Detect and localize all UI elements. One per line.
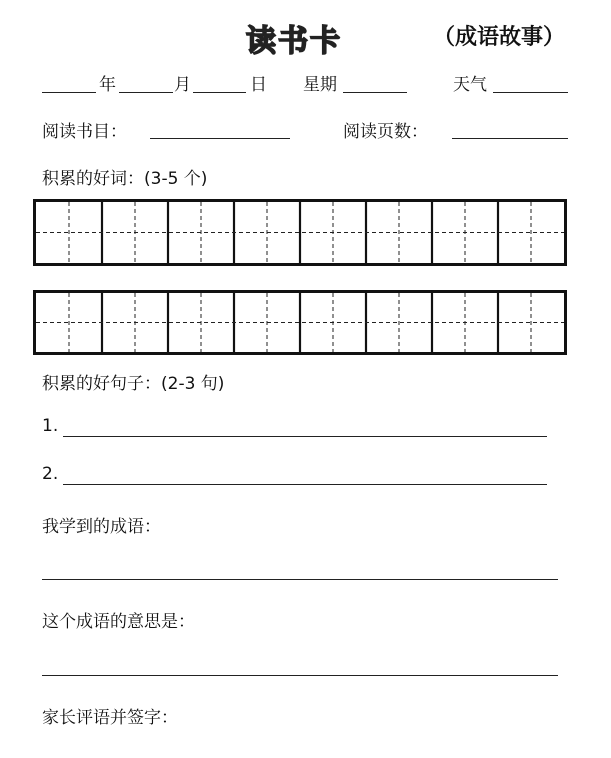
book-label: 阅读书目： — [42, 122, 127, 142]
words-label: 积累的好词：(3-5 个) — [42, 169, 208, 189]
day-label: 日 — [250, 75, 267, 95]
meaning-label: 这个成语的意思是： — [42, 612, 195, 632]
sentence-number-2: 2. — [42, 464, 59, 484]
word-grid-row-1[interactable] — [33, 199, 567, 266]
pages-field[interactable] — [452, 138, 568, 139]
parent-comment-label: 家长评语并签字： — [42, 708, 178, 728]
weather-field[interactable] — [493, 92, 568, 93]
sentence-number-1: 1. — [42, 416, 59, 436]
idiom-field[interactable] — [42, 579, 558, 580]
book-field[interactable] — [150, 138, 290, 139]
word-grid-lines-1 — [36, 202, 564, 263]
meaning-field[interactable] — [42, 675, 558, 676]
title-bar — [0, 14, 611, 59]
weekday-label: 星期 — [303, 75, 337, 95]
word-grid-lines-2 — [36, 293, 564, 352]
year-field[interactable] — [42, 92, 96, 93]
page-subtitle: （成语故事） — [433, 24, 566, 50]
word-grid-row-2[interactable] — [33, 290, 567, 355]
idiom-label: 我学到的成语： — [42, 517, 161, 537]
month-field[interactable] — [119, 92, 173, 93]
sentence-field-2[interactable] — [63, 484, 547, 485]
year-label: 年 — [99, 75, 116, 95]
sentence-field-1[interactable] — [63, 436, 547, 437]
weather-label: 天气 — [453, 75, 487, 95]
month-label: 月 — [174, 75, 191, 95]
pages-label: 阅读页数： — [343, 122, 428, 142]
sentences-label: 积累的好句子：(2-3 句) — [42, 374, 225, 394]
page-title: 读书卡 — [246, 24, 342, 59]
weekday-field[interactable] — [343, 92, 407, 93]
day-field[interactable] — [193, 92, 246, 93]
